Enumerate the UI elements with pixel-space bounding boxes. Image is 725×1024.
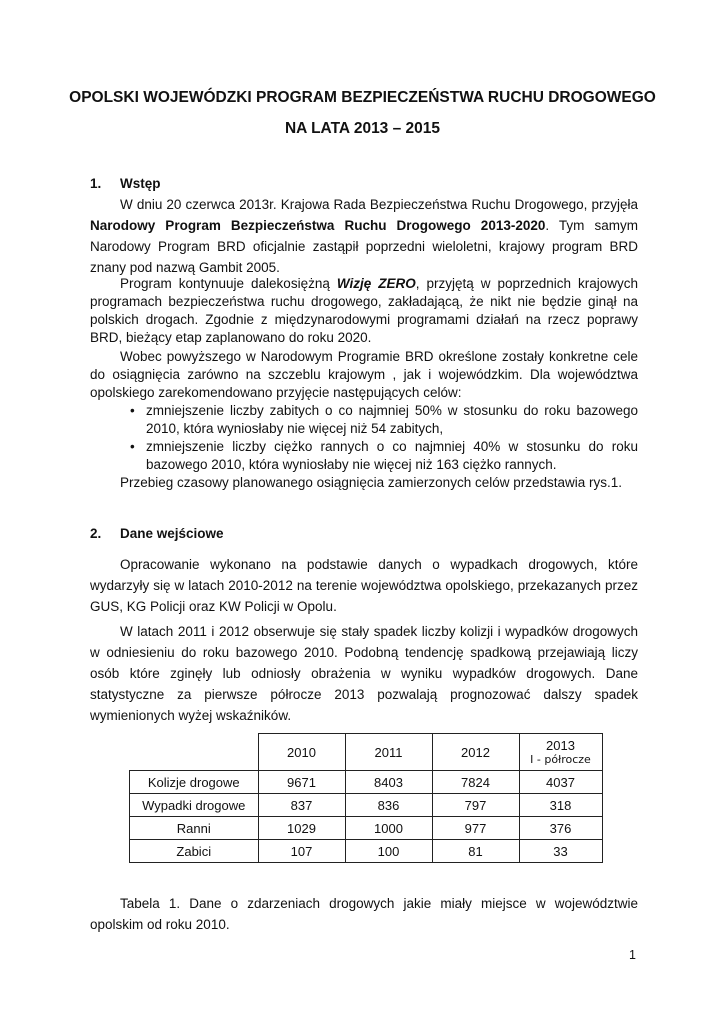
section1-heading (90, 176, 161, 191)
table-cell: 9671 (258, 771, 345, 794)
table-cell: 318 (519, 794, 602, 817)
table-header-2013 (519, 734, 602, 771)
section1-paragraph4: Przebieg czasowy planowanego osiągnięcia zamierzonych celów przedstawia rys.1. (120, 475, 623, 490)
table-row (130, 817, 603, 840)
document-title-line2: NA LATA 2013 – 2015 (284, 120, 441, 137)
table-cell: 8403 (345, 771, 432, 794)
list-item (130, 402, 638, 438)
section1-p2-text-b: , przyjętą w poprzednich krajowych programach bezpieczeństwa ruchu drogowego, zakładającą, że nikt nie będzie ginął na polskich drogach. Zgodnie z międzynarodowymi programami działań na rzecz poprawy BRD, bieżący etap zaplanowano do roku 2020. (90, 276, 639, 345)
table-header-2011: 2011 (345, 734, 432, 771)
table-cell: 797 (432, 794, 519, 817)
section1-paragraph3: Wobec powyższego w Narodowym Programie BRD określone zostały konkretne cele do osiągnięcia zarówno na szczeblu krajowym , jak i wojewódzkim. Dla województwa opolskiego zarekomendowano przyjęcie następujących celów: (90, 349, 638, 400)
section2-heading (90, 526, 224, 541)
table-corner-cell (130, 734, 259, 771)
table-header-2013-sub: I - półrocze (530, 753, 591, 766)
document-title-line1: OPOLSKI WOJEWÓDZKI PROGRAM BEZPIECZEŃSTWA RUCHU DROGOWEGO (69, 89, 656, 106)
table-cell: 376 (519, 817, 602, 840)
bullet-marker: • (130, 403, 135, 418)
table-cell: 1029 (258, 817, 345, 840)
accident-data-table (129, 733, 603, 863)
table-cell: 107 (258, 840, 345, 863)
section1-number: 1. (90, 176, 102, 191)
section1-paragraph1 (90, 194, 638, 278)
table-header-2012: 2012 (432, 734, 519, 771)
section2-title: Dane wejściowe (120, 526, 224, 541)
table-header-2010: 2010 (258, 734, 345, 771)
table-row (130, 840, 603, 863)
section1-p2-text-a: Program kontynuuje dalekosiężną (120, 276, 337, 291)
section1-title: Wstęp (120, 176, 161, 191)
table-cell: 836 (345, 794, 432, 817)
table-caption: Tabela 1. Dane o zdarzeniach drogowych jakie miały miejsce w województwie opolskim od roku 2010. (90, 896, 638, 932)
table-cell: 1000 (345, 817, 432, 840)
bullet-marker: • (130, 439, 135, 454)
table-header-2013-year: 2013 (546, 738, 575, 753)
table-cell: 100 (345, 840, 432, 863)
section1-p2-bold-italic: Wizję ZERO (336, 276, 416, 291)
table-row-label: Wypadki drogowe (130, 794, 259, 817)
table-row-label: Ranni (130, 817, 259, 840)
section1-paragraph2 (90, 275, 638, 347)
table-cell: 81 (432, 840, 519, 863)
section1-p1-text-b: . Tym samym Narodowy Program BRD oficjalnie zastąpił poprzedni wieloletni, krajowy program BRD znany pod nazwą Gambit 2005. (90, 218, 638, 275)
table-cell: 7824 (432, 771, 519, 794)
table-cell: 4037 (519, 771, 602, 794)
table-cell: 33 (519, 840, 602, 863)
section2-paragraph2: W latach 2011 i 2012 obserwuje się stały spadek liczby kolizji i wypadków drogowych w odniesieniu do roku bazowego 2010. Podobną tendencję spadkową przejawiają liczy osób które zginęły lub odniosły obrażenia w wyniku wypadków drogowych. Dane statystyczne za pierwsze półrocze 2013 pozwalają prognozować dalszy spadek wymienionych wyżej wskaźników. (90, 624, 638, 723)
section1-p1-bold: Narodowy Program Bezpieczeństwa Ruchu Drogowego 2013-2020 (90, 218, 546, 233)
table-row-label: Kolizje drogowe (130, 771, 259, 794)
section2-paragraph1: Opracowanie wykonano na podstawie danych o wypadkach drogowych, które wydarzyły się w latach 2010-2012 na terenie województwa opolskiego, przekazanych przez GUS, KG Policji oraz KW Policji w Opolu. (90, 557, 638, 614)
table-row (130, 771, 603, 794)
list-item (130, 438, 638, 474)
list-item-text: zmniejszenie liczby ciężko rannych o co najmniej 40% w stosunku do roku bazowego 2010, która wyniosłaby nie więcej niż 163 ciężko rannych. (146, 439, 638, 472)
table-cell: 977 (432, 817, 519, 840)
table-row-label: Zabici (130, 840, 259, 863)
section2-number: 2. (90, 526, 102, 541)
goals-list (130, 402, 638, 474)
list-item-text: zmniejszenie liczby zabitych o co najmniej 50% w stosunku do roku bazowego 2010, która wyniosłaby nie więcej niż 54 zabitych, (146, 403, 638, 436)
page-number: 1 (629, 948, 636, 962)
table-row (130, 794, 603, 817)
table-cell: 837 (258, 794, 345, 817)
section1-p1-text-a: W dniu 20 czerwca 2013r. Krajowa Rada Bezpieczeństwa Ruchu Drogowego, przyjęła (120, 197, 638, 212)
table-header-row (130, 734, 603, 771)
